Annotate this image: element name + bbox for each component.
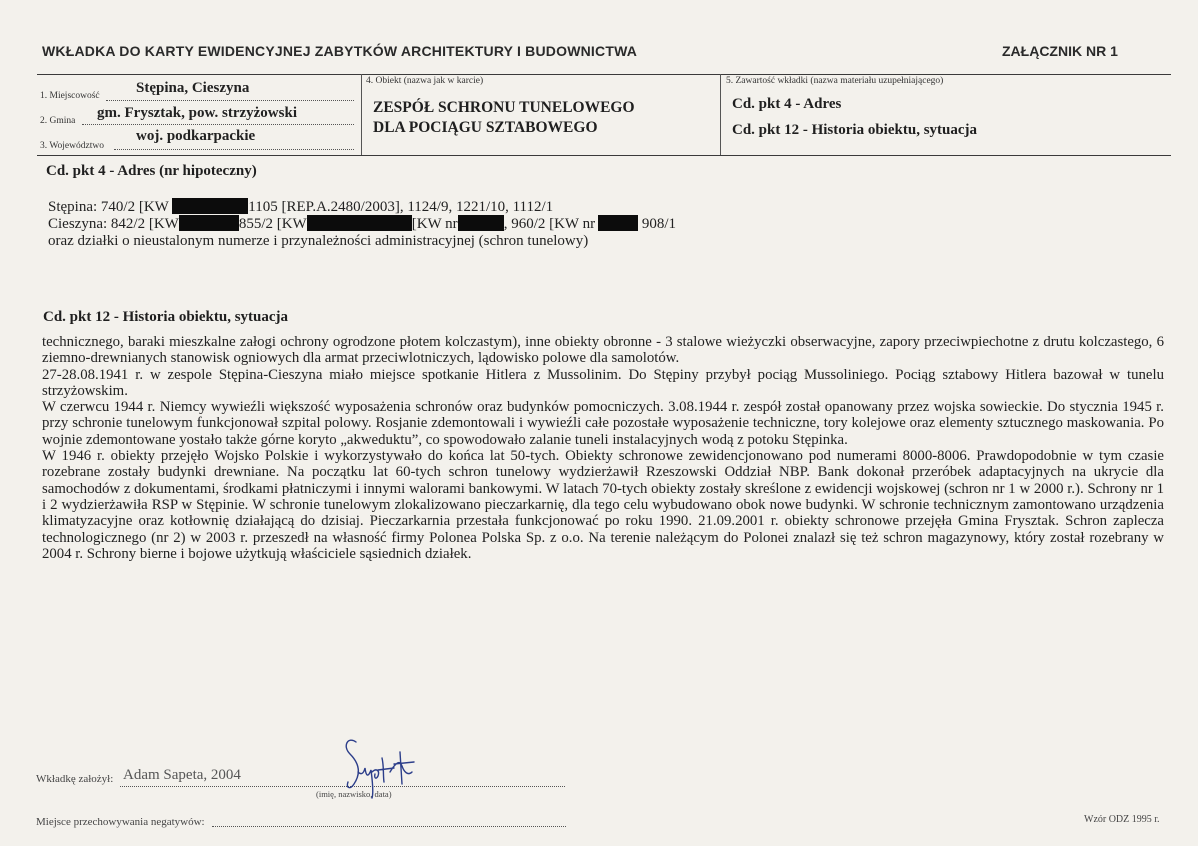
signature-note: (imię, nazwisko, data) bbox=[316, 789, 392, 799]
address-heading: Cd. pkt 4 - Adres (nr hipoteczny) bbox=[46, 163, 257, 179]
gmina-value: gm. Frysztak, pow. strzyżowski bbox=[97, 105, 297, 121]
redaction-block bbox=[172, 198, 248, 214]
wojewodztwo-dotline bbox=[114, 149, 354, 150]
negatives-storage-label: Miejsce przechowywania negatywów: bbox=[36, 816, 205, 828]
address-text: Stępina: 740/2 [KW bbox=[48, 199, 173, 215]
object-name-line2: DLA POCIĄGU SZTABOWEGO bbox=[373, 119, 598, 136]
address-text: Cieszyna: 842/2 [KW bbox=[48, 216, 179, 232]
column-divider-1 bbox=[361, 74, 362, 155]
address-text: , 960/2 [KW nr bbox=[503, 216, 596, 232]
address-text: [KW nr bbox=[411, 216, 458, 232]
contents-item-history: Cd. pkt 12 - Historia obiektu, sytuacja bbox=[732, 122, 978, 138]
address-line-cieszyna bbox=[48, 215, 676, 232]
redaction-block bbox=[307, 215, 412, 231]
history-heading: Cd. pkt 12 - Historia obiektu, sytuacja bbox=[43, 309, 289, 325]
address-text: 855/2 [KW bbox=[238, 216, 307, 232]
redaction-block bbox=[598, 215, 638, 231]
gmina-dotline bbox=[82, 124, 354, 125]
redaction-block bbox=[458, 215, 504, 231]
column-divider-2 bbox=[720, 74, 721, 155]
address-line-stepina bbox=[48, 198, 553, 215]
history-body bbox=[42, 334, 1164, 562]
signature bbox=[338, 732, 438, 802]
gmina-label: 2. Gmina bbox=[40, 116, 76, 126]
wojewodztwo-label: 3. Województwo bbox=[40, 141, 104, 151]
contents-label: 5. Zawartość wkładki (nazwa materiału uzupełniającego) bbox=[726, 76, 944, 86]
miejscowosc-dotline bbox=[106, 100, 354, 101]
author-value: Adam Sapeta, 2004 bbox=[123, 767, 241, 783]
author-label: Wkładkę założył: bbox=[36, 773, 114, 785]
history-paragraph: W 1946 r. obiekty przejęło Wojsko Polskie i wykorzystywało do końca lat 50-tych. Obiekty schronowe zewidencjonowano pod numerami 8000-8006. Prawdopodobnie w tym czasie rozebrane zostały budynki drewniane. Na początku lat 60-tych schron tunelowy wydzierżawił Rzeszowski Oddział NBP. Bank dokonał przeróbek adaptacyjnych na ukrycie dla samochodów z dokumentami, środkami płatniczymi i innymi walorami bankowymi. W latach 70-tych obiekty zostały skreślone z ewidencji wojskowej (schron nr 1 w 2000 r.). Schrony nr 1 i 2 wydzierżawiła RSP w Stępinie. W schronie tunelowym zlokalizowano pieczarkarnię, dla tego celu wybudowano obok nowe budynki. W schronie technicznym zamontowano urządzenia klimatyzacyjne oraz kotłownię działającą do dzisiaj. Pieczarkarnia przestała funkcjonować po roku 1990. 21.09.2001 r. obiekty schronowe przejęła Gmina Frysztak. Schron zaplecza technologicznego (nr 2) w 2003 r. przeszedł na własność firmy Polonea Polska Sp. z o.o. Na terenie należącym do Polonei znalazł się też schron magazynowy, który został rozebrany w 2004 r. Schrony bierne i bojowe użytkują właściciele sąsiednich działek. bbox=[42, 448, 1164, 562]
annex-number: ZAŁĄCZNIK NR 1 bbox=[1002, 43, 1118, 59]
miejscowosc-label: 1. Miejscowość bbox=[40, 91, 100, 101]
history-paragraph: technicznego, baraki mieszkalne załogi ochrony ogrodzone płotem kolczastym), inne obiekty obronne - 3 stalowe wieżyczki obserwacyjne, zapory przeciwpiechotne z drutu kolczastego, 6 ziemno-drewnianych stanowisk ogniowych dla armat przeciwlotniczych, lądowisko polowe dla samolotów. bbox=[42, 334, 1164, 367]
redaction-block bbox=[179, 215, 239, 231]
contents-item-address: Cd. pkt 4 - Adres bbox=[732, 96, 842, 112]
wojewodztwo-value: woj. podkarpackie bbox=[136, 128, 256, 144]
negatives-storage-dotline bbox=[212, 826, 566, 827]
address-line-other: oraz działki o nieustalonym numerze i przynależności administracyjnej (schron tunelowy) bbox=[48, 233, 589, 249]
address-text: 908/1 bbox=[638, 216, 676, 232]
object-name-line1: ZESPÓŁ SCHRONU TUNELOWEGO bbox=[373, 99, 635, 116]
table-top-border bbox=[37, 74, 1171, 75]
form-title: WKŁADKA DO KARTY EWIDENCYJNEJ ZABYTKÓW ARCHITEKTURY I BUDOWNICTWA bbox=[42, 43, 638, 59]
history-paragraph: W czerwcu 1944 r. Niemcy wywieźli większość wyposażenia schronów oraz budynków pomocniczych. 3.08.1944 r. zespół został opanowany przez wojska sowieckie. Do stycznia 1945 r. przy schronie tunelowym funkcjonował szpital polowy. Rosjanie zdemontowali i wywieźli całe pozostałe wyposażenie techniczne, tory kolejowe oraz elementy sztucznego maskowania. Po wojnie zdemontowane yostało także górne koryto „akweduktu”, co spowodowało zalanie tuneli instalacyjnych wodą z potoku Stępinka. bbox=[42, 399, 1164, 448]
table-bottom-border bbox=[37, 155, 1171, 156]
form-reference: Wzór ODZ 1995 r. bbox=[1084, 814, 1160, 825]
miejscowosc-value: Stępina, Cieszyna bbox=[136, 80, 250, 96]
object-label: 4. Obiekt (nazwa jak w karcie) bbox=[366, 76, 484, 86]
history-paragraph: 27-28.08.1941 r. w zespole Stępina-Cieszyna miało miejsce spotkanie Hitlera z Mussolinim. Do Stępiny przybył pociąg Mussoliniego. Pociąg sztabowy Hitlera bazował w tunelu strzyżowskim. bbox=[42, 366, 1164, 399]
address-text: 1105 [REP.A.2480/2003], 1124/9, 1221/10, 1112/1 bbox=[248, 199, 554, 215]
